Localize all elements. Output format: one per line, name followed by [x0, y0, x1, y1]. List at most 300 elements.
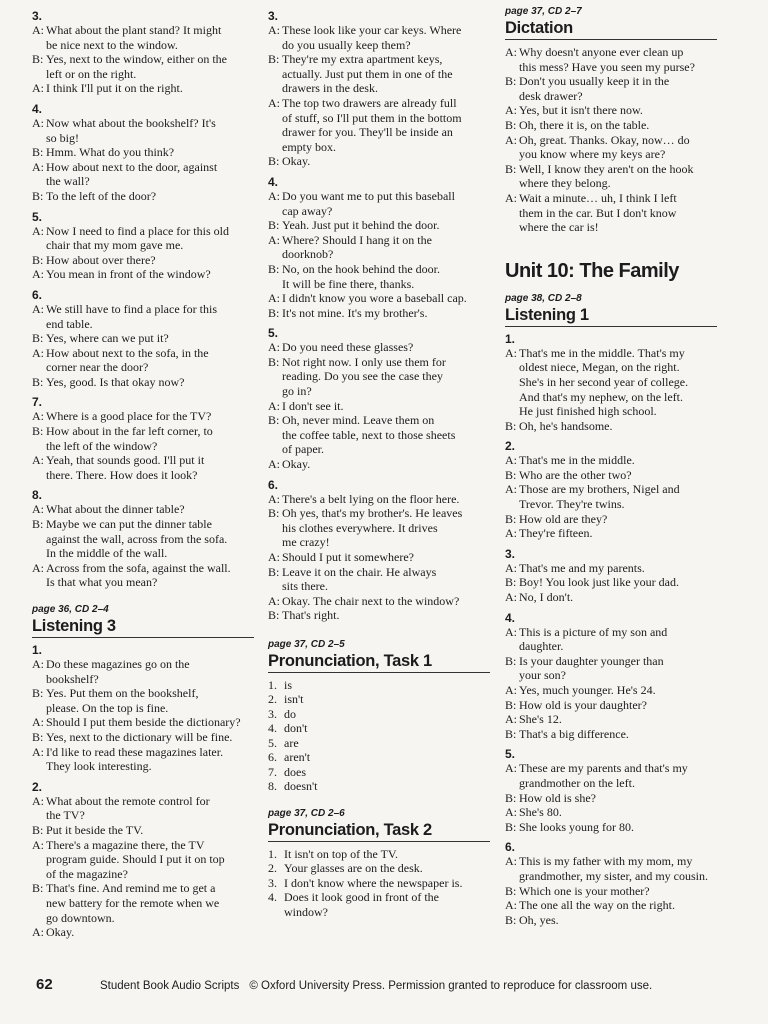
line-text: Yes, next to the window, either on the [46, 52, 227, 67]
item-number: 6. [505, 840, 516, 855]
item-number: 1. [505, 331, 516, 346]
line-text: Do these magazines go on the [46, 657, 190, 671]
script-line [32, 453, 254, 468]
item-text: does [284, 764, 306, 779]
speaker-label: A: [505, 854, 517, 869]
line-text: The top two drawers are already full [282, 95, 457, 110]
script-line [32, 794, 254, 809]
line-text: That's right. [282, 608, 340, 623]
item-number: 1. [268, 846, 277, 861]
speaker-label: A: [32, 23, 44, 37]
script-line [32, 331, 254, 346]
item-number: 6. [268, 477, 279, 492]
line-text: Boy! You look just like your dad. [519, 575, 680, 590]
dialogue-5 [268, 326, 490, 471]
line-text: How about in the far left corner, to [46, 424, 213, 439]
item-number: 4. [268, 174, 279, 189]
speaker-label: A: [268, 550, 280, 564]
script-line [32, 375, 254, 390]
section-title: Listening 3 [32, 616, 254, 638]
line-text: There's a magazine there, the TV [46, 837, 205, 852]
section-title: Listening 1 [505, 305, 717, 327]
speaker-label: A: [505, 103, 517, 118]
item-number: 5. [268, 326, 279, 341]
line-text: Yes, much younger. He's 24. [519, 683, 656, 697]
family-dialogue-5 [505, 747, 717, 834]
section-meta: page 36, CD 2–4 [32, 604, 109, 615]
column-left [32, 6, 254, 940]
script-line [32, 502, 254, 517]
line-continuation: the left of the window? [46, 438, 158, 453]
dialogue-6 [268, 478, 490, 623]
line-text: Okay. [282, 154, 311, 169]
speaker-label: A: [32, 925, 44, 940]
speaker-label: A: [505, 805, 517, 820]
unit-heading: Unit 10: The Family [505, 259, 679, 282]
script-line [32, 881, 254, 896]
speaker-label: A: [32, 81, 44, 96]
family-dialogue-2 [505, 439, 717, 541]
line-continuation: bookshelf? [46, 671, 99, 686]
script-line [32, 224, 254, 239]
section-pronunciation-task-2 [268, 808, 490, 920]
line-text: How about next to the sofa, in the [46, 345, 209, 360]
line-text: They're my extra apartment keys, [282, 52, 443, 67]
speaker-label: B: [505, 912, 517, 927]
speaker-label: B: [505, 117, 517, 132]
line-text: Okay. The chair next to the window? [282, 593, 460, 608]
line-text: Where is a good place for the TV? [46, 409, 212, 424]
line-text: Hmm. What do you think? [46, 145, 175, 160]
family-dialogue-1 [505, 332, 717, 434]
list-item-continuation [268, 905, 490, 920]
line-text: Yeah. Just put it behind the door. [282, 218, 440, 233]
line-text: How old are they? [519, 511, 608, 526]
column-right [505, 6, 717, 927]
line-continuation: Is that what you mean? [46, 575, 158, 590]
item-number: 2. [268, 861, 277, 876]
script-line [505, 453, 717, 468]
line-continuation: grandmother, my sister, and my cousin. [519, 868, 709, 883]
line-text: Oh, there it is, on the table. [519, 117, 650, 132]
speaker-label: A: [505, 526, 517, 541]
line-continuation: reading. Do you see the case they [282, 369, 443, 384]
line-text: Okay. [282, 457, 311, 472]
line-continuation: Trevor. They're twins. [519, 497, 625, 512]
item-number: 3. [268, 875, 277, 890]
speaker-label: B: [268, 52, 280, 67]
item-number: 7. [32, 395, 43, 410]
item-text: doesn't [284, 779, 318, 794]
line-continuation: you know where my keys are? [519, 147, 666, 162]
line-continuation: do you usually keep them? [282, 37, 411, 52]
script-line [268, 262, 490, 277]
script-line [268, 355, 490, 370]
section-meta: page 37, CD 2–5 [268, 638, 345, 650]
speaker-label: A: [505, 345, 517, 360]
speaker-label: A: [268, 340, 280, 355]
line-text: Okay. [46, 925, 75, 940]
speaker-label: A: [268, 232, 280, 247]
script-line [32, 116, 254, 131]
section-dictation [505, 6, 717, 235]
line-continuation: drawer for you. They'll be inside an [282, 125, 453, 140]
line-continuation: daughter. [519, 639, 564, 654]
item-number: 6. [32, 287, 43, 302]
speaker-label: A: [32, 115, 44, 130]
script-line [268, 23, 490, 38]
line-text: Where? Should I hang it on the [282, 232, 432, 247]
script-line [32, 715, 254, 730]
item-number: 5. [268, 735, 277, 750]
line-text: What about the remote control for [46, 793, 210, 808]
script-line [268, 457, 490, 472]
list-item [268, 736, 490, 751]
line-continuation: of paper. [282, 442, 324, 457]
line-text: What about the dinner table? [46, 502, 185, 517]
script-line [505, 727, 717, 742]
line-text: Oh, yes. [519, 912, 559, 927]
list-item [268, 721, 490, 736]
script-line [268, 52, 490, 67]
line-text: Well, I know they aren't on the hook [519, 161, 694, 176]
list-item [268, 750, 490, 765]
speaker-label: B: [32, 686, 44, 701]
line-text: They're fifteen. [519, 526, 593, 541]
section-listening-1 [505, 293, 717, 327]
item-number: 4. [32, 101, 43, 116]
script-line [505, 419, 717, 434]
line-continuation: of the magazine? [46, 866, 128, 881]
speaker-label: A: [505, 190, 517, 205]
line-text: Don't you usually keep it in the [519, 74, 670, 89]
line-text: How about over there? [46, 252, 156, 267]
line-text: That's a big difference. [519, 726, 629, 741]
item-text: Does it look good in front of the [284, 890, 439, 905]
item-number: 3. [32, 9, 43, 23]
sentence-list [268, 847, 490, 920]
line-text: I don't see it. [282, 398, 344, 413]
item-number: 3. [268, 9, 279, 23]
line-continuation: In the middle of the wall. [46, 546, 168, 561]
speaker-label: B: [268, 218, 280, 233]
line-text: Wait a minute… uh, I think I left [519, 190, 677, 205]
item-number: 2. [505, 439, 516, 454]
line-text: What about the plant stand? It might [46, 23, 222, 37]
item-number: 5. [505, 747, 516, 762]
list-item [268, 876, 490, 891]
dialogue-5 [32, 210, 254, 282]
item-text: It isn't on top of the TV. [284, 846, 399, 861]
script-line [505, 625, 717, 640]
list-item [268, 861, 490, 876]
line-text: How old is she? [519, 790, 596, 805]
script-line [268, 608, 490, 623]
line-text: How about next to the door, against [46, 159, 218, 174]
speaker-label: A: [32, 560, 44, 575]
section-meta: page 37, CD 2–7 [505, 6, 582, 17]
script-line [505, 512, 717, 527]
script-line [32, 346, 254, 361]
script-line [505, 118, 717, 133]
line-text: You mean in front of the window? [46, 267, 211, 282]
speaker-label: B: [505, 653, 517, 668]
line-text: This is a picture of my son and [519, 624, 668, 639]
script-line [32, 189, 254, 204]
speaker-label: B: [32, 188, 44, 203]
section-pronunciation-task-1 [268, 639, 490, 794]
script-line [505, 346, 717, 361]
list-item [268, 692, 490, 707]
speaker-label: B: [32, 374, 44, 389]
line-text: That's fine. And remind me to get a [46, 881, 216, 896]
page-footer [36, 976, 736, 993]
speaker-label: A: [32, 159, 44, 174]
speaker-label: A: [32, 453, 44, 468]
line-continuation: doorknob? [282, 247, 334, 262]
script-line [32, 517, 254, 532]
speaker-label: A: [32, 744, 44, 759]
script-line [505, 561, 717, 576]
speaker-label: A: [32, 409, 44, 424]
speaker-label: A: [268, 95, 280, 110]
script-line [32, 745, 254, 760]
section-title: Pronunciation, Task 2 [268, 820, 490, 842]
line-continuation: empty box. [282, 139, 336, 154]
line-text: It's not mine. It's my brother's. [282, 305, 428, 320]
dialogue-4 [268, 175, 490, 320]
line-text: Yes, but it isn't there now. [519, 103, 643, 118]
speaker-label: A: [32, 657, 44, 671]
speaker-label: A: [268, 23, 280, 37]
script-line [505, 854, 717, 869]
speaker-label: B: [32, 145, 44, 160]
item-text: are [284, 735, 299, 750]
line-continuation: And that's my nephew, on the left. [519, 389, 684, 404]
line-continuation: me crazy! [282, 535, 330, 550]
line-text: To the left of the door? [46, 188, 157, 203]
script-line [268, 506, 490, 521]
word-list [268, 678, 490, 794]
speaker-label: B: [505, 511, 517, 526]
line-continuation: oldest niece, Megan, on the right. [519, 360, 680, 375]
line-continuation: He just finished high school. [519, 404, 657, 419]
line-continuation: cap away? [282, 203, 333, 218]
speaker-label: B: [505, 819, 517, 834]
line-continuation: the coffee table, next to those sheets [282, 427, 456, 442]
footer-title: Student Book Audio Scripts [100, 980, 240, 992]
speaker-label: A: [268, 491, 280, 506]
speaker-label: A: [32, 223, 44, 238]
speaker-label: B: [505, 74, 517, 89]
script-line [505, 654, 717, 669]
script-line [268, 306, 490, 321]
speaker-label: A: [268, 188, 280, 203]
speaker-label: B: [268, 261, 280, 276]
script-line [505, 913, 717, 928]
section-meta: page 37, CD 2–6 [268, 807, 345, 819]
list-item [268, 707, 490, 722]
section-listening-3 [32, 604, 254, 638]
item-number: 7. [268, 764, 277, 779]
script-line [32, 23, 254, 38]
family-dialogue-3 [505, 547, 717, 605]
script-line [505, 45, 717, 60]
speaker-label: A: [32, 715, 44, 730]
speaker-label: B: [32, 331, 44, 346]
script-line [505, 884, 717, 899]
speaker-label: B: [505, 790, 517, 805]
line-text: These are my parents and that's my [519, 761, 688, 776]
line-text: Oh, he's handsome. [519, 418, 613, 433]
script-line [505, 820, 717, 835]
item-number: 3. [268, 706, 277, 721]
dialogue-7 [32, 395, 254, 482]
line-continuation: where the car is! [519, 220, 599, 235]
speaker-label: B: [505, 575, 517, 590]
script-line [505, 575, 717, 590]
line-continuation: end table. [46, 316, 93, 331]
line-text: Put it beside the TV. [46, 822, 144, 837]
line-text: I think I'll put it on the right. [46, 81, 183, 96]
item-text: don't [284, 721, 308, 736]
script-line [505, 482, 717, 497]
item-number: 6. [268, 750, 277, 765]
speaker-label: A: [505, 45, 517, 59]
script-line [505, 74, 717, 89]
script-line [505, 191, 717, 206]
script-line [32, 160, 254, 175]
speaker-label: A: [32, 502, 44, 517]
speaker-label: A: [505, 712, 517, 727]
speaker-label: A: [505, 560, 517, 575]
line-continuation: your son? [519, 668, 566, 683]
speaker-label: A: [32, 837, 44, 852]
line-continuation: new battery for the remote when we [46, 895, 220, 910]
line-text: Leave it on the chair. He always [282, 564, 437, 579]
line-continuation: of stuff, so I'll put them in the bottom [282, 110, 462, 125]
item-number: 8. [32, 488, 43, 503]
script-line [268, 492, 490, 507]
dialogue-6 [32, 288, 254, 390]
line-text: Why doesn't anyone ever clean up [519, 45, 684, 59]
line-text: Oh, never mind. Leave them on [282, 413, 435, 428]
line-continuation: They look interesting. [46, 759, 152, 774]
line-text: Which one is your mother? [519, 883, 650, 898]
line-continuation: go in? [282, 384, 312, 399]
speaker-label: A: [32, 301, 44, 316]
speaker-label: A: [505, 624, 517, 639]
script-line [32, 424, 254, 439]
line-text: No, I don't. [519, 590, 574, 605]
line-text: Should I put it somewhere? [282, 550, 414, 564]
item-number: 5. [32, 209, 43, 224]
script-line [268, 565, 490, 580]
item-number: 4. [268, 721, 277, 736]
speaker-label: B: [505, 697, 517, 712]
line-text: Yeah, that sounds good. I'll put it [46, 453, 205, 468]
dialogue-4 [32, 102, 254, 204]
script-line [32, 267, 254, 282]
line-continuation: the wall? [46, 174, 90, 189]
dialogue-3 [268, 9, 490, 169]
script-line [268, 550, 490, 565]
line-continuation: them in the car. But I don't know [519, 205, 677, 220]
line-text: Should I put them beside the dictionary? [46, 715, 241, 730]
script-line [32, 838, 254, 853]
line-continuation: please. On the top is fine. [46, 700, 169, 715]
item-number: 4. [505, 610, 516, 625]
column-middle [268, 6, 490, 919]
script-line [268, 189, 490, 204]
script-line [505, 590, 717, 605]
list-item [268, 779, 490, 794]
item-number: 8. [268, 779, 277, 794]
script-line [268, 218, 490, 233]
speaker-label: A: [32, 345, 44, 360]
script-line [32, 686, 254, 701]
item-number: 1. [268, 677, 277, 692]
line-text: Oh, great. Thanks. Okay, now… do [519, 132, 690, 147]
script-line [505, 103, 717, 118]
script-line [32, 253, 254, 268]
page-number: 62 [36, 976, 53, 993]
line-continuation: the TV? [46, 808, 85, 823]
line-text: The one all the way on the right. [519, 898, 675, 913]
speaker-label: A: [268, 291, 280, 306]
item-text: do [284, 706, 296, 721]
line-text: She looks young for 80. [519, 819, 634, 834]
line-continuation: actually. Just put them in one of the [282, 66, 453, 81]
speaker-label: A: [268, 398, 280, 413]
script-line [32, 302, 254, 317]
line-text: She's 12. [519, 712, 562, 727]
speaker-label: A: [505, 683, 517, 697]
line-continuation: against the wall, across from the sofa. [46, 531, 228, 546]
speaker-label: A: [268, 593, 280, 608]
script-line [268, 154, 490, 169]
script-line [505, 162, 717, 177]
script-line [268, 291, 490, 306]
line-continuation: corner near the door? [46, 360, 149, 375]
speaker-label: A: [505, 590, 517, 605]
speaker-label: B: [268, 154, 280, 169]
line-text: Yes, good. Is that okay now? [46, 374, 185, 389]
item-text: aren't [284, 750, 311, 765]
copyright-notice: © Oxford University Press. Permission granted to reproduce for classroom use. [249, 980, 653, 992]
line-continuation: grandmother on the left. [519, 775, 635, 790]
script-line [32, 823, 254, 838]
script-line [268, 413, 490, 428]
line-text: Oh yes, that's my brother's. He leaves [282, 506, 463, 521]
line-continuation: chair that my mom gave me. [46, 238, 184, 253]
script-line [505, 133, 717, 148]
list-item [268, 678, 490, 693]
list-item [268, 847, 490, 862]
line-text: Across from the sofa, against the wall. [46, 560, 231, 575]
line-continuation: desk drawer? [519, 88, 583, 103]
speaker-label: B: [268, 608, 280, 623]
line-text: This is my father with my mom, my [519, 854, 693, 869]
line-continuation: where they belong. [519, 176, 611, 191]
line-continuation: go downtown. [46, 910, 115, 925]
line-text: Is your daughter younger than [519, 653, 664, 668]
line-text: She's 80. [519, 805, 562, 820]
item-text: isn't [284, 692, 304, 707]
list-item [268, 890, 490, 905]
speaker-label: B: [32, 424, 44, 439]
line-text: Do you need these glasses? [282, 340, 414, 355]
